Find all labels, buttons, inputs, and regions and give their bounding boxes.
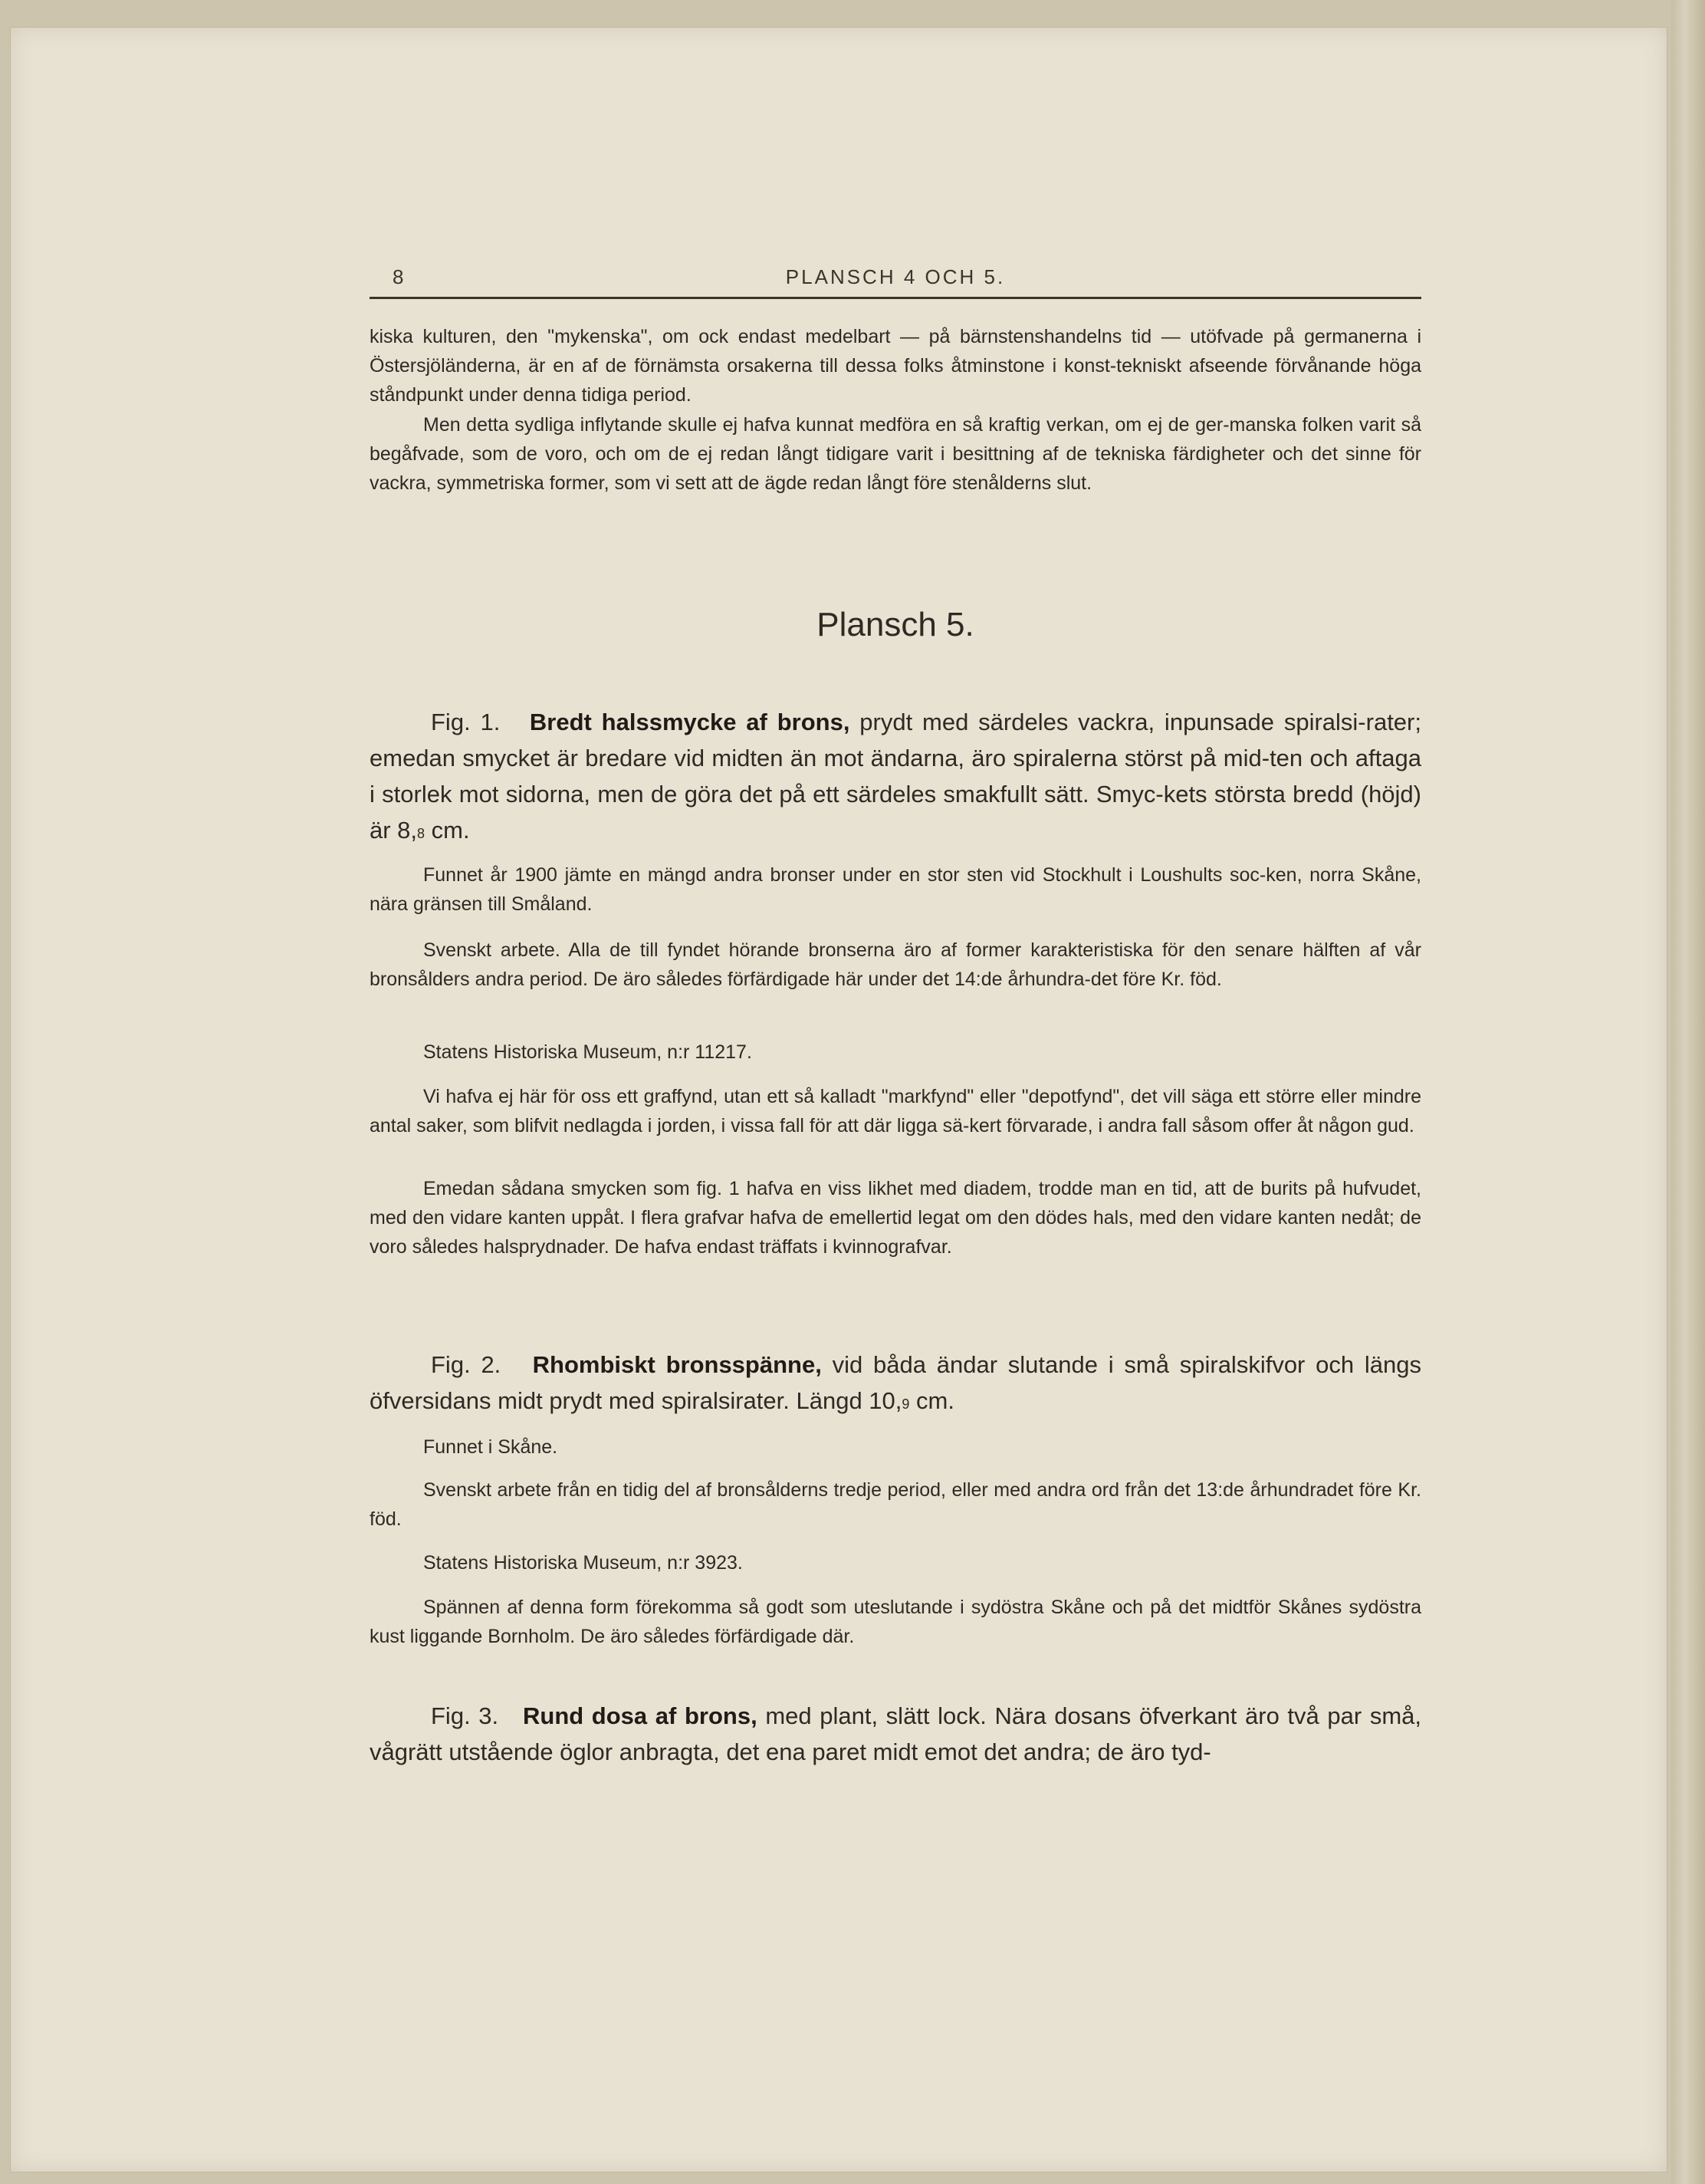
fig2-desc-sub: 9 (902, 1396, 910, 1412)
fig1-label: Fig. 1. (431, 709, 501, 735)
plate-title: Plansch 5. (816, 606, 974, 643)
fig2-origin: Svenskt arbete från en tidig del af bronsålderns tredje period, eller med andra ord från det 13:de århundradet före Kr. föd. (370, 1479, 1421, 1530)
fig3-label: Fig. 3. (431, 1702, 499, 1729)
fig1-origin: Svenskt arbete. Alla de till fyndet hörande bronserna äro af former karakteristiska för den senare hälften af vår bronsålders andra period. De äro således förfärdigade här under det 14:de århundra-det före Kr. föd. (370, 939, 1421, 990)
fig2-find: Funnet i Skåne. (423, 1436, 558, 1458)
fig2-desc-end: cm. (909, 1387, 954, 1414)
fig2-name: Rhombiskt bronsspänne, (532, 1351, 822, 1378)
intro-paragraph-2: Men detta sydliga inflytande skulle ej hafva kunnat medföra en så kraftig verkan, om ej de ger-manska folken varit så begåfvade, som de voro, och om de ej redan långt tidigare varit i besittning af de tekniska färdigheter och det sinne för vackra, symmetriska former, som vi sett att de ägde redan långt före stenålderns slut. (370, 414, 1421, 494)
fig1-find: Funnet år 1900 jämte en mängd andra bronser under en stor sten vid Stockhult i Loushults soc-ken, norra Skåne, nära gränsen till Småland. (370, 864, 1421, 915)
fig1-museum: Statens Historiska Museum, n:r 11217. (423, 1041, 752, 1063)
running-header (370, 265, 1421, 294)
fig3-name: Rund dosa af brons, (523, 1702, 757, 1729)
fig2-museum: Statens Historiska Museum, n:r 3923. (423, 1552, 743, 1574)
header-rule (370, 297, 1421, 299)
fig2-label: Fig. 2. (431, 1351, 501, 1378)
fig1-description (370, 704, 1421, 852)
fig1-desc-sub: 8 (417, 826, 425, 841)
fig3-description (370, 1698, 1421, 1770)
fig1-desc-end: cm. (425, 817, 470, 844)
fig1-note-2: Emedan sådana smycken som fig. 1 hafva en viss likhet med diadem, trodde man en tid, att de burits på hufvudet, med den vidare kanten uppåt. I flera grafvar hafva de emellertid legat om den dödes hals, med den vidare kanten nedåt; de voro således halsprydnader. De hafva endast träffats i kvinnografvar. (370, 1178, 1421, 1258)
fig1-desc: prydt med särdeles vackra, inpunsade spiralsi-rater; emedan smycket är bredare vid midten än mot ändarna, äro spiralerna störst på mid-ten och aftaga i storlek mot sidorna, men de göra det på ett särdeles smakfullt sätt. Smyc-kets största bredd (höjd) är 8, (370, 709, 1421, 844)
page-number: 8 (393, 265, 406, 288)
fig2-description (370, 1347, 1421, 1423)
fig2-note: Spännen af denna form förekomma så godt som uteslutande i sydöstra Skåne och på det midtför Skånes sydöstra kust liggande Bornholm. De äro således förfärdigade där. (370, 1597, 1421, 1647)
intro-paragraph-1: kiska kulturen, den "mykenska", om ock endast medelbart — på bärnstenshandelns tid — utöfvade på germanerna i Östersjöländerna, är en af de förnämsta orsakerna till dessa folks åtminstone i konst-tekniskt afseende förvånande höga ståndpunkt under denna tidiga period. (370, 326, 1421, 406)
running-title: PLANSCH 4 OCH 5. (785, 265, 1006, 288)
fig1-note-1: Vi hafva ej här för oss ett graffynd, utan ett så kalladt "markfynd" eller "depotfynd", det vill säga ett större eller mindre antal saker, som blifvit nedlagda i jorden, i vissa fall för att där ligga sä-kert förvarade, i andra fall såsom offer åt någon gud. (370, 1086, 1421, 1136)
fig3-desc: med plant, slätt lock. Nära dosans öfverkant äro två par små, vågrätt utstående öglor anbragta, det ena paret midt emot det andra; de äro tyd- (370, 1702, 1421, 1765)
fig1-name: Bredt halssmycke af brons, (529, 709, 850, 735)
page-edge (1671, 0, 1705, 2184)
fig2-desc: vid båda ändar slutande i små spiralskifvor och längs öfversidans midt prydt med spiralsirater. Längd 10, (370, 1351, 1422, 1414)
